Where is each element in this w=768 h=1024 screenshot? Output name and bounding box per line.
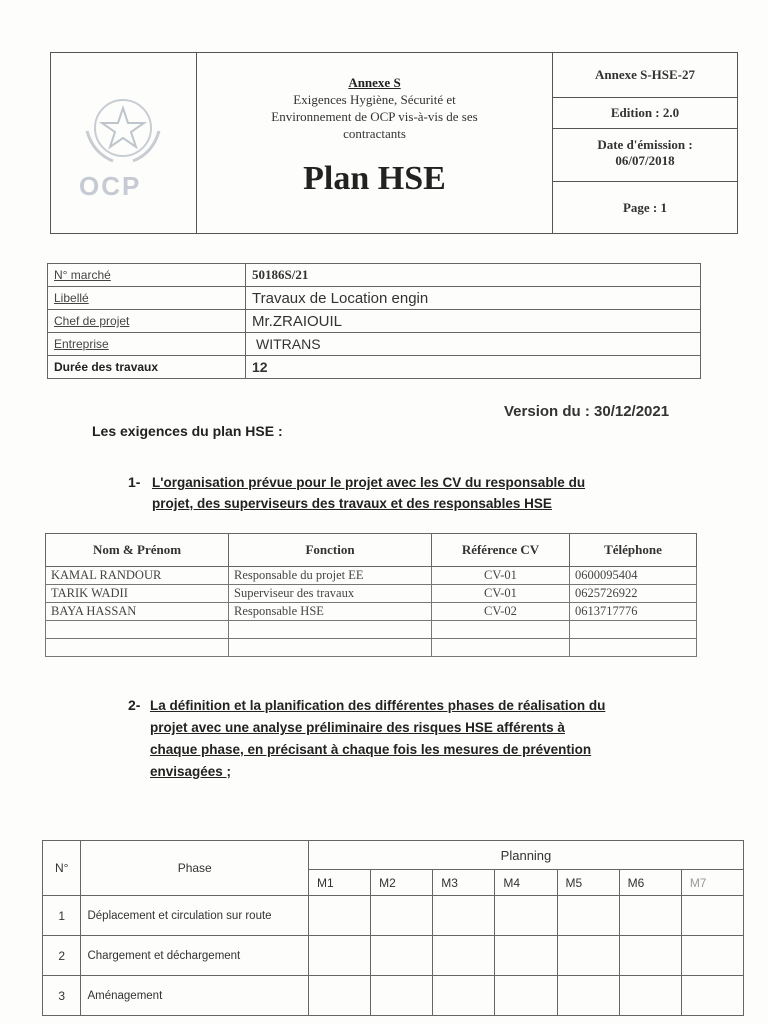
table-row <box>46 621 697 639</box>
table-cell <box>371 896 433 936</box>
month-header: M6 <box>619 870 681 896</box>
table-cell: 2 <box>43 936 81 976</box>
section-1-line-2: projet, des superviseurs des travaux et des responsables HSE <box>152 496 552 511</box>
project-info-table <box>47 263 701 379</box>
annex-subtitle-2: Environnement de OCP vis-à-vis de ses <box>271 109 478 124</box>
table-row <box>48 287 701 310</box>
page-number: Page : 1 <box>622 200 668 215</box>
table-row <box>46 639 697 657</box>
section-2-line-1: La définition et la planification des différentes phases de réalisation du <box>150 698 606 713</box>
table-cell: 3 <box>43 976 81 1016</box>
annex-subtitle-3: contractants <box>343 126 406 141</box>
issue-date: 06/07/2018 <box>615 153 675 168</box>
table-cell <box>433 896 495 936</box>
info-label: Durée des travaux <box>48 356 246 379</box>
info-label: Chef de projet <box>48 310 246 333</box>
table-cell: CV-01 <box>432 585 570 603</box>
logo-cell <box>51 53 197 233</box>
table-cell <box>433 976 495 1016</box>
column-header: Téléphone <box>570 534 697 567</box>
section-2-number: 2- <box>128 697 141 713</box>
table-row <box>46 585 697 603</box>
requirements-title: Les exigences du plan HSE : <box>92 423 283 439</box>
table-cell: TARIK WADII <box>46 585 229 603</box>
info-label: Libellé <box>48 287 246 310</box>
column-header: Phase <box>81 841 309 896</box>
table-cell <box>681 936 743 976</box>
table-cell: KAMAL RANDOUR <box>46 567 229 585</box>
issue-date-block <box>553 129 737 182</box>
info-value: WITRANS <box>246 333 701 356</box>
table-cell <box>229 639 432 657</box>
table-cell <box>371 976 433 1016</box>
page-title: Plan HSE <box>303 160 446 197</box>
table-row <box>48 333 701 356</box>
table-row <box>48 264 701 287</box>
table-cell <box>495 976 557 1016</box>
table-cell <box>681 976 743 1016</box>
ocp-seal-icon <box>73 83 173 173</box>
table-cell: Déplacement et circulation sur route <box>81 896 309 936</box>
column-header: Planning <box>308 841 743 870</box>
table-cell <box>619 896 681 936</box>
info-label: N° marché <box>48 264 246 287</box>
table-cell <box>557 896 619 936</box>
table-cell <box>432 621 570 639</box>
table-row <box>43 896 744 936</box>
header-title-cell <box>197 53 553 233</box>
table-cell: BAYA HASSAN <box>46 603 229 621</box>
section-2-line-3: chaque phase, en précisant à chaque fois les mesures de prévention <box>150 742 592 757</box>
table-cell: CV-01 <box>432 567 570 585</box>
table-cell: Aménagement <box>81 976 309 1016</box>
ocp-logo-text: OCP <box>79 171 142 201</box>
section-1-line-1: L'organisation prévue pour le projet avec les CV du responsable du <box>152 475 586 490</box>
annex-title: Annexe S <box>348 75 401 90</box>
table-row <box>43 976 744 1016</box>
issue-date-label: Date d'émission : <box>597 137 693 152</box>
month-header: M1 <box>308 870 370 896</box>
month-header: M3 <box>433 870 495 896</box>
planning-table <box>42 840 744 1016</box>
column-header: Fonction <box>229 534 432 567</box>
table-cell <box>371 936 433 976</box>
staff-table <box>45 533 697 657</box>
section-2-line-2: projet avec une analyse préliminaire des risques HSE afférents à <box>150 720 565 735</box>
table-header-row <box>43 841 744 870</box>
table-cell <box>308 976 370 1016</box>
document-meta-cell <box>553 53 737 233</box>
column-header: Référence CV <box>432 534 570 567</box>
info-value: 12 <box>246 356 701 379</box>
edition: Edition : 2.0 <box>553 98 737 129</box>
table-cell <box>308 896 370 936</box>
table-cell <box>495 896 557 936</box>
table-cell <box>557 976 619 1016</box>
table-cell: 0625726922 <box>570 585 697 603</box>
table-cell: 0600095404 <box>570 567 697 585</box>
annex-reference: Annexe S-HSE-27 <box>553 53 737 98</box>
table-row <box>46 567 697 585</box>
table-cell: 1 <box>43 896 81 936</box>
annex-subtitle-1: Exigences Hygiène, Sécurité et <box>293 92 456 107</box>
version-date: Version du : 30/12/2021 <box>504 403 670 420</box>
table-row <box>48 356 701 379</box>
table-cell <box>432 639 570 657</box>
month-header: M7 <box>681 870 743 896</box>
table-cell: Chargement et déchargement <box>81 936 309 976</box>
info-value: Mr.ZRAIOUIL <box>246 310 701 333</box>
document-header <box>50 52 738 234</box>
table-cell: Responsable du projet EE <box>229 567 432 585</box>
table-cell: Responsable HSE <box>229 603 432 621</box>
table-cell <box>557 936 619 976</box>
table-cell <box>308 936 370 976</box>
month-header: M5 <box>557 870 619 896</box>
info-value: Travaux de Location engin <box>246 287 701 310</box>
table-cell <box>619 936 681 976</box>
section-1-number: 1- <box>128 474 141 490</box>
table-cell <box>495 936 557 976</box>
column-header: N° <box>43 841 81 896</box>
column-header: Nom & Prénom <box>46 534 229 567</box>
table-cell <box>433 936 495 976</box>
table-cell <box>619 976 681 1016</box>
table-cell <box>570 621 697 639</box>
month-header: M4 <box>495 870 557 896</box>
table-row <box>43 936 744 976</box>
table-cell: CV-02 <box>432 603 570 621</box>
table-cell: 0613717776 <box>570 603 697 621</box>
month-header: M2 <box>371 870 433 896</box>
table-cell <box>46 621 229 639</box>
info-value: 50186S/21 <box>246 264 701 287</box>
info-label: Entreprise <box>48 333 246 356</box>
table-row <box>46 603 697 621</box>
table-cell <box>229 621 432 639</box>
table-cell: Superviseur des travaux <box>229 585 432 603</box>
table-cell <box>570 639 697 657</box>
table-header-row <box>46 534 697 567</box>
table-cell <box>681 896 743 936</box>
section-2-line-4: envisagées ; <box>150 764 232 779</box>
table-row <box>48 310 701 333</box>
table-cell <box>46 639 229 657</box>
